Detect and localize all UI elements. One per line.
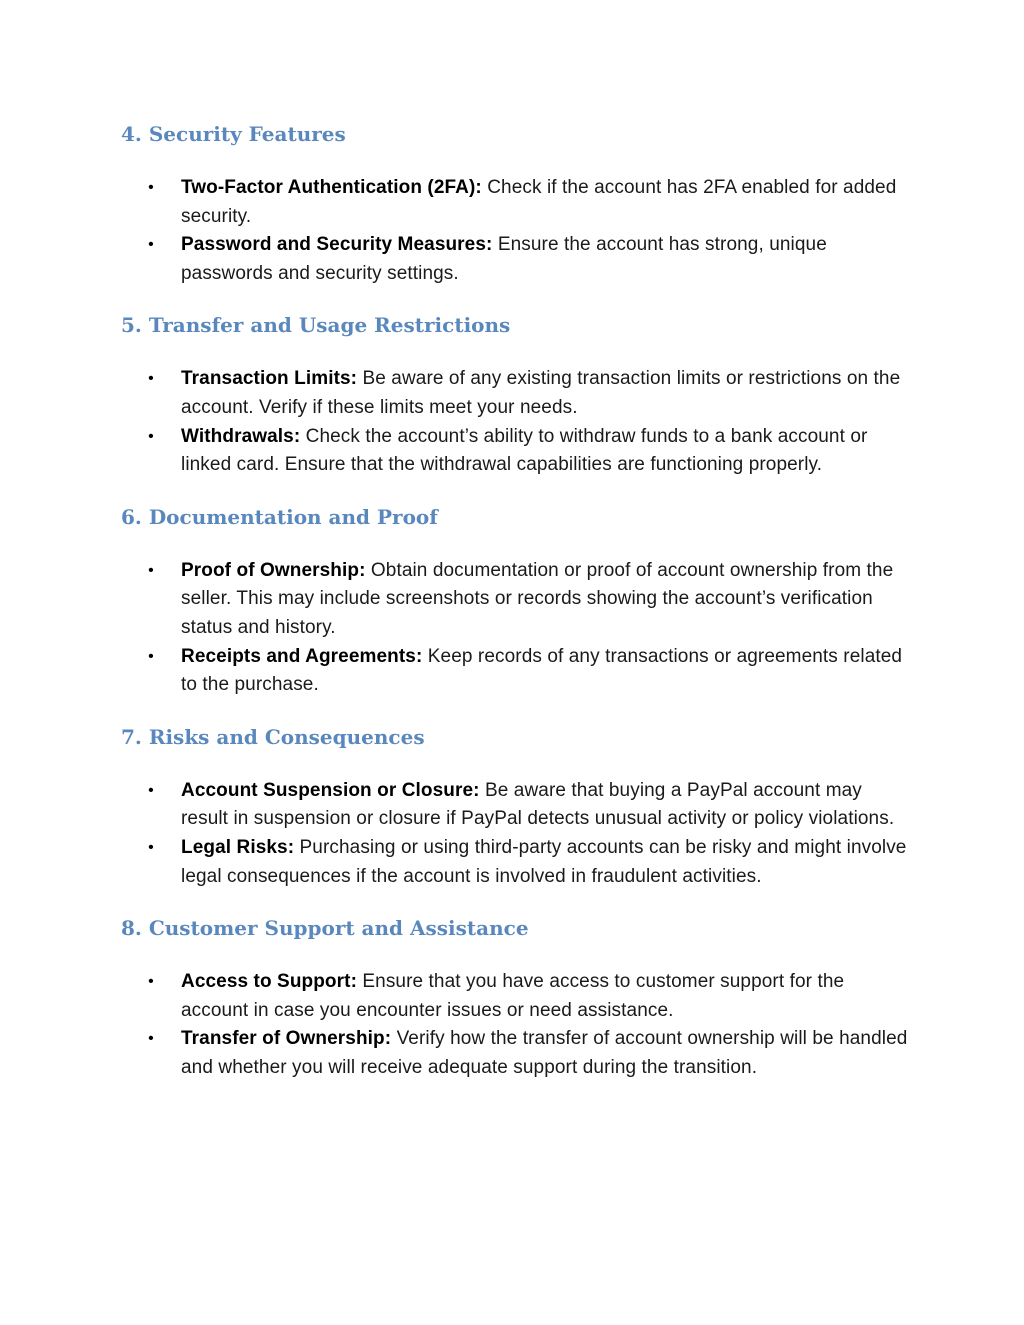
- item-term: Receipts and Agreements:: [181, 645, 423, 667]
- bullet-list: [121, 557, 911, 700]
- bullet-icon: •: [148, 647, 154, 665]
- section-heading: 6. Documentation and Proof: [121, 504, 438, 529]
- section-customer-support: [121, 911, 911, 1082]
- section-transfer-usage-restrictions: [121, 308, 911, 499]
- list-item: [121, 557, 911, 643]
- list-item: [121, 365, 911, 422]
- bullet-icon: •: [148, 236, 154, 254]
- list-item: [121, 643, 911, 700]
- list-item: [121, 174, 911, 231]
- bullet-icon: •: [148, 838, 154, 856]
- list-item: [121, 834, 911, 891]
- item-text: Keep records of any transactions or agreements related to the purchase.: [181, 645, 903, 696]
- section-heading: 4. Security Features: [121, 122, 346, 146]
- section-heading: 8. Customer Support and Assistance: [121, 916, 529, 941]
- item-text: Ensure the account has strong, unique passwords and security settings.: [181, 234, 827, 284]
- list-item: [121, 1025, 911, 1082]
- section-heading: 7. Risks and Consequences: [121, 724, 425, 749]
- item-term: Legal Risks:: [181, 836, 295, 858]
- bullet-list: [121, 365, 911, 479]
- section-spacer: [121, 480, 911, 500]
- bullet-list: [121, 968, 911, 1082]
- item-term: Account Suspension or Closure:: [181, 779, 480, 801]
- bullet-icon: •: [148, 179, 154, 196]
- item-term: Proof of Ownership:: [181, 559, 366, 581]
- bullet-icon: •: [148, 781, 154, 799]
- item-term: Withdrawals:: [181, 425, 301, 447]
- list-item: [121, 968, 911, 1025]
- item-term: Access to Support:: [181, 971, 357, 993]
- section-spacer: [121, 700, 911, 720]
- item-text: Be aware that buying a PayPal account may result in suspension or closure if PayPal detects unusual activity or policy violations.: [181, 779, 895, 830]
- item-term: Password and Security Measures:: [181, 234, 493, 256]
- section-risks-consequences: [121, 720, 911, 911]
- bullet-icon: •: [148, 427, 154, 445]
- list-item: [121, 423, 911, 480]
- list-item: [121, 231, 911, 288]
- list-item: [121, 777, 911, 834]
- item-text: Verify how the transfer of account ownership will be handled and whether you will receive adequate support during the transition.: [181, 1028, 908, 1078]
- bullet-list: [121, 777, 911, 891]
- item-term: Transaction Limits:: [181, 368, 358, 390]
- item-text: Obtain documentation or proof of account ownership from the seller. This may include screenshots or records showing the account’s verification status and history.: [181, 559, 894, 638]
- document-content: [121, 117, 911, 1082]
- item-text: Check the account’s ability to withdraw funds to a bank account or linked card. Ensure that the withdrawal capabilities are functioning properly.: [181, 425, 868, 476]
- bullet-icon: •: [148, 370, 154, 388]
- section-spacer: [121, 891, 911, 911]
- bullet-icon: •: [148, 1030, 154, 1048]
- section-documentation-proof: [121, 500, 911, 720]
- section-security-features: [121, 117, 911, 308]
- item-text: Check if the account has 2FA enabled for added security.: [181, 177, 897, 227]
- item-text: Be aware of any existing transaction limits or restrictions on the account. Verify if these limits meet your needs.: [181, 368, 901, 418]
- item-term: Two-Factor Authentication (2FA):: [181, 177, 482, 198]
- bullet-list: [121, 174, 911, 288]
- section-spacer: [121, 288, 911, 308]
- bullet-icon: •: [148, 973, 154, 991]
- item-text: Ensure that you have access to customer support for the account in case you encounter issues or need assistance.: [181, 971, 845, 1021]
- section-heading: 5. Transfer and Usage Restrictions: [121, 313, 511, 338]
- bullet-icon: •: [148, 561, 154, 579]
- item-text: Purchasing or using third-party accounts can be risky and might involve legal consequences if the account is involved in fraudulent activities.: [181, 836, 907, 887]
- item-term: Transfer of Ownership:: [181, 1028, 392, 1050]
